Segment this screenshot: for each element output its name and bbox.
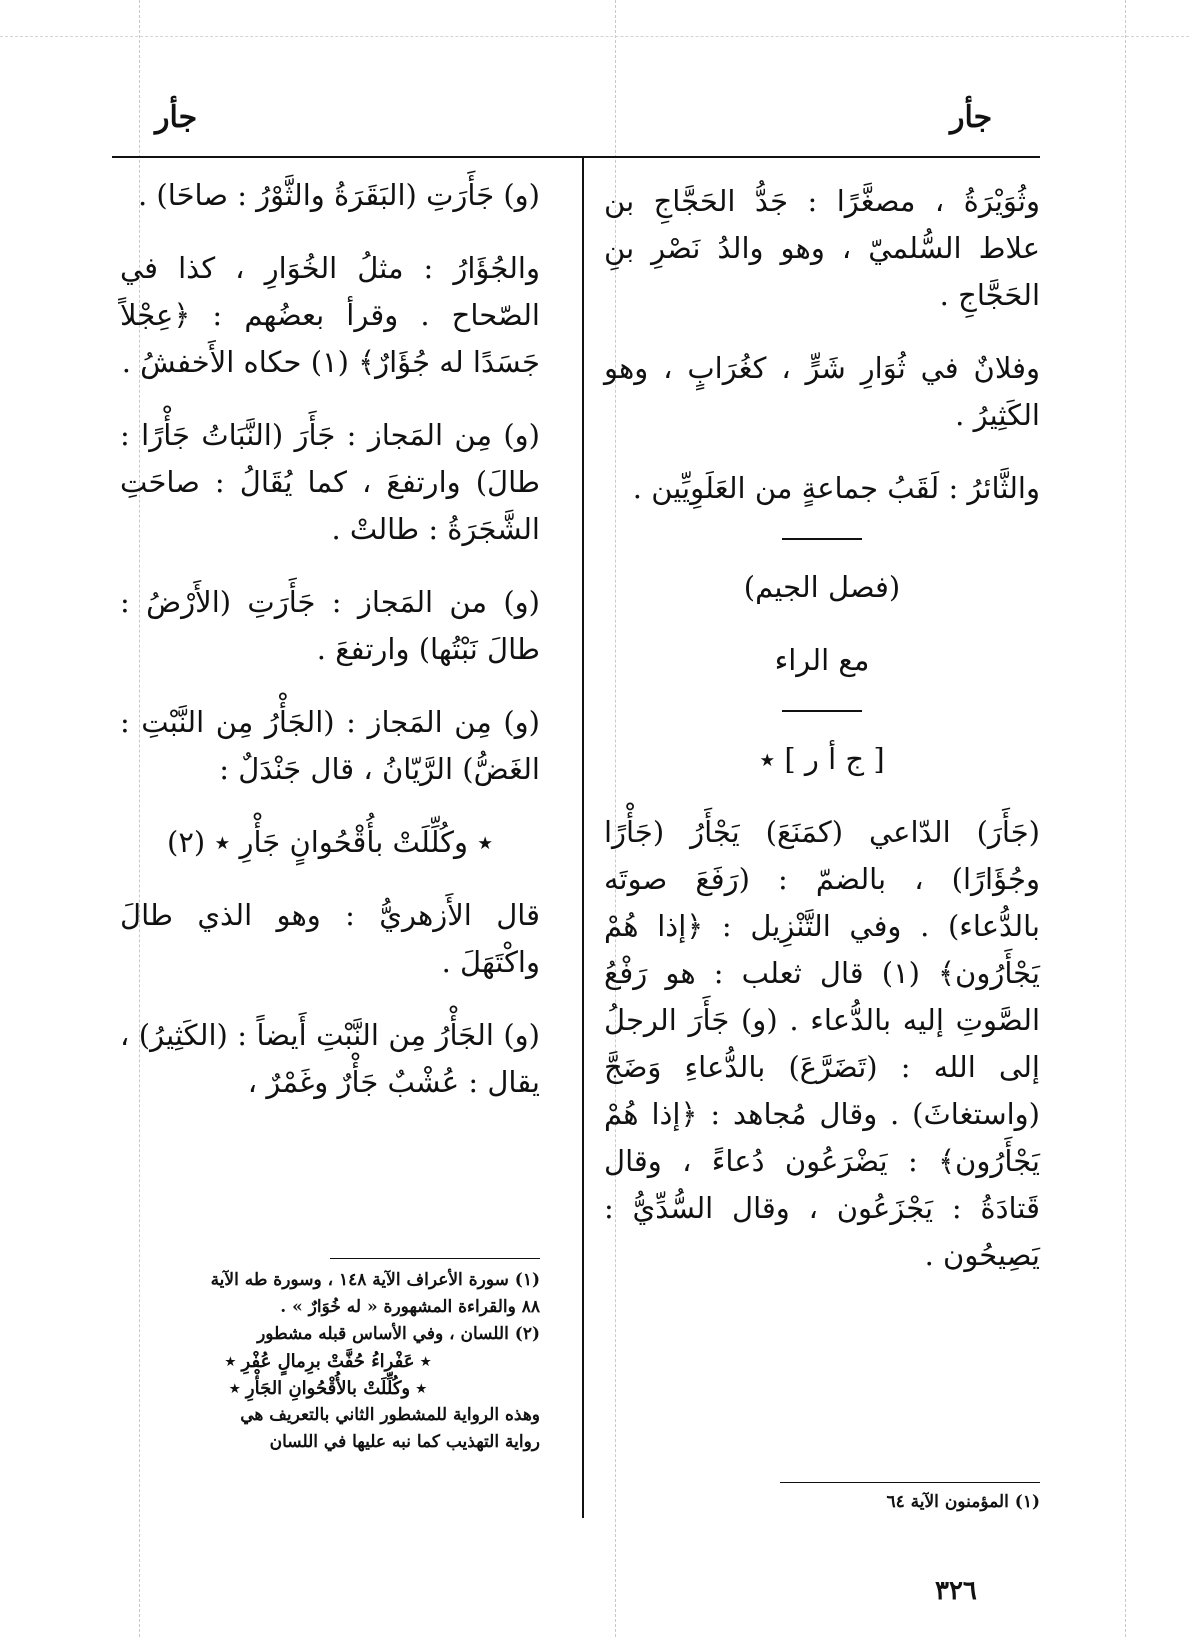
section-title: (فصل الجيم)	[743, 570, 901, 604]
section-separator	[782, 538, 862, 540]
footnote-text: (١) المؤمنون الآية ٦٤	[886, 1492, 1040, 1512]
footnote-text: ٨٨ والقراءة المشهورة « له خُوَارٌ » .	[280, 1297, 540, 1317]
footnote-verse: ٭ عَفْراءُ حُفَّتْ برِمالٍ عُفْرِ ٭	[225, 1351, 431, 1372]
entry-heading: [ ج أ ر ] ٭	[759, 742, 885, 776]
page-number: ٣٢٦	[935, 1576, 977, 1606]
scan-guide-line	[1125, 0, 1126, 1637]
left-column	[120, 172, 540, 1132]
footnote-rule	[330, 1258, 540, 1259]
running-head-right: جأر	[950, 100, 993, 135]
section-separator	[782, 710, 862, 712]
footnotes-left	[116, 1258, 540, 1456]
entry-text: (و) من المَجاز : جَأَرَتِ (الأَرْضُ : طالَ نَبْتُها) وارتفعَ .	[120, 585, 540, 666]
entry-text: وفلانٌ في ثُوَارِ شَرٍّ ، كغُرَابٍ ، وهو الكَثِيرُ .	[604, 351, 1040, 432]
entry-text: (جَأَرَ) الدّاعي (كمَنَعَ) يَجْأَرُ (جَأْرًا وجُؤَارًا) ، بالضمّ : (رَفَعَ صوتَه بالدُّعاء) . وفي التَّنْزِيل : ﴿إذا هُمْ يَجْأَرُون﴾ (١) قال ثعلب : هو رَفْعُ الصَّوتِ إليه بالدُّعاء . (و) جَأَرَ الرجلُ إلى الله : (تَضَرَّعَ) بالدُّعاءِ وَضَجَّ (واستغاثَ) . وقال مُجاهد : ﴿إذا هُمْ يَجْأَرُون﴾ : يَضْرَعُون دُعاءً ، وقال قَتادَةُ : يَجْزَعُون ، وقال السُّدِّيُّ : يَصِيحُون .	[604, 815, 1040, 1272]
footnote-rule	[780, 1482, 1040, 1483]
right-column	[604, 178, 1040, 1305]
footnote-verse: ٭ وكُلِّلَتْ بالأُقْحُوانِ الجَأْرِ ٭	[229, 1378, 427, 1399]
entry-text: وثُوَيْرَةُ ، مصغَّرًا : جَدُّ الحَجَّاجِ بن علاط السُّلميّ ، وهو والدُ نَصْرِ بنِ الحَجَّاجِ .	[604, 184, 1040, 312]
footnote-text: (٢) اللسان ، وفي الأساس قبله مشطور	[257, 1324, 540, 1344]
section-subtitle: مع الراء	[774, 643, 870, 677]
footnote-right	[780, 1482, 1040, 1516]
column-divider	[582, 158, 584, 1518]
header-rule	[112, 156, 1040, 158]
footnote-text: وهذه الرواية للمشطور الثاني بالتعريف هي	[240, 1405, 540, 1425]
entry-text: (و) جَأَرَتِ (البَقَرَةُ والثَّوْرُ : صاحَا) .	[138, 178, 540, 212]
entry-text: قال الأَزهريُّ : وهو الذي طالَ واكْتَهَلَ .	[120, 898, 540, 979]
entry-text: والجُؤَارُ : مثلُ الخُوَارِ ، كذا في الصّحاح . وقرأ بعضُهم : ﴿عِجْلاً جَسَدًا له جُؤَارٌ﴾ (١) حكاه الأَخفشُ .	[120, 251, 540, 379]
scan-guide-line	[0, 36, 1189, 37]
entry-text: والثَّائرُ : لَقَبُ جماعةٍ من العَلَوِيِّين .	[632, 471, 1040, 505]
entry-text: (و) مِن المَجاز : (الجَأْرُ مِن النَّبْتِ : الغَضُّ) الرَّيّانُ ، قال جَنْدَلٌ :	[120, 705, 540, 786]
entry-text: (و) مِن المَجاز : جَأَرَ (النَّبَاتُ جَأْرًا : طالَ) وارتفعَ ، كما يُقَالُ : صاحَتِ الشَّجَرَةُ : طالتْ .	[120, 418, 540, 546]
entry-text: (و) الجَأْرُ مِن النَّبْتِ أَيضاً : (الكَثِيرُ) ، يقال : عُشْبٌ جَأْرٌ وغَمْرٌ ،	[120, 1018, 540, 1099]
verse-line: ٭ وكُلِّلَتْ بأُقْحُوانٍ جَأْرِ ٭ (٢)	[167, 825, 493, 859]
running-head-left: جأر	[155, 100, 198, 135]
footnote-text: رواية التهذيب كما نبه عليها في اللسان	[269, 1432, 540, 1452]
footnote-text: (١) سورة الأعراف الآية ١٤٨ ، وسورة طه الآية	[210, 1270, 540, 1290]
